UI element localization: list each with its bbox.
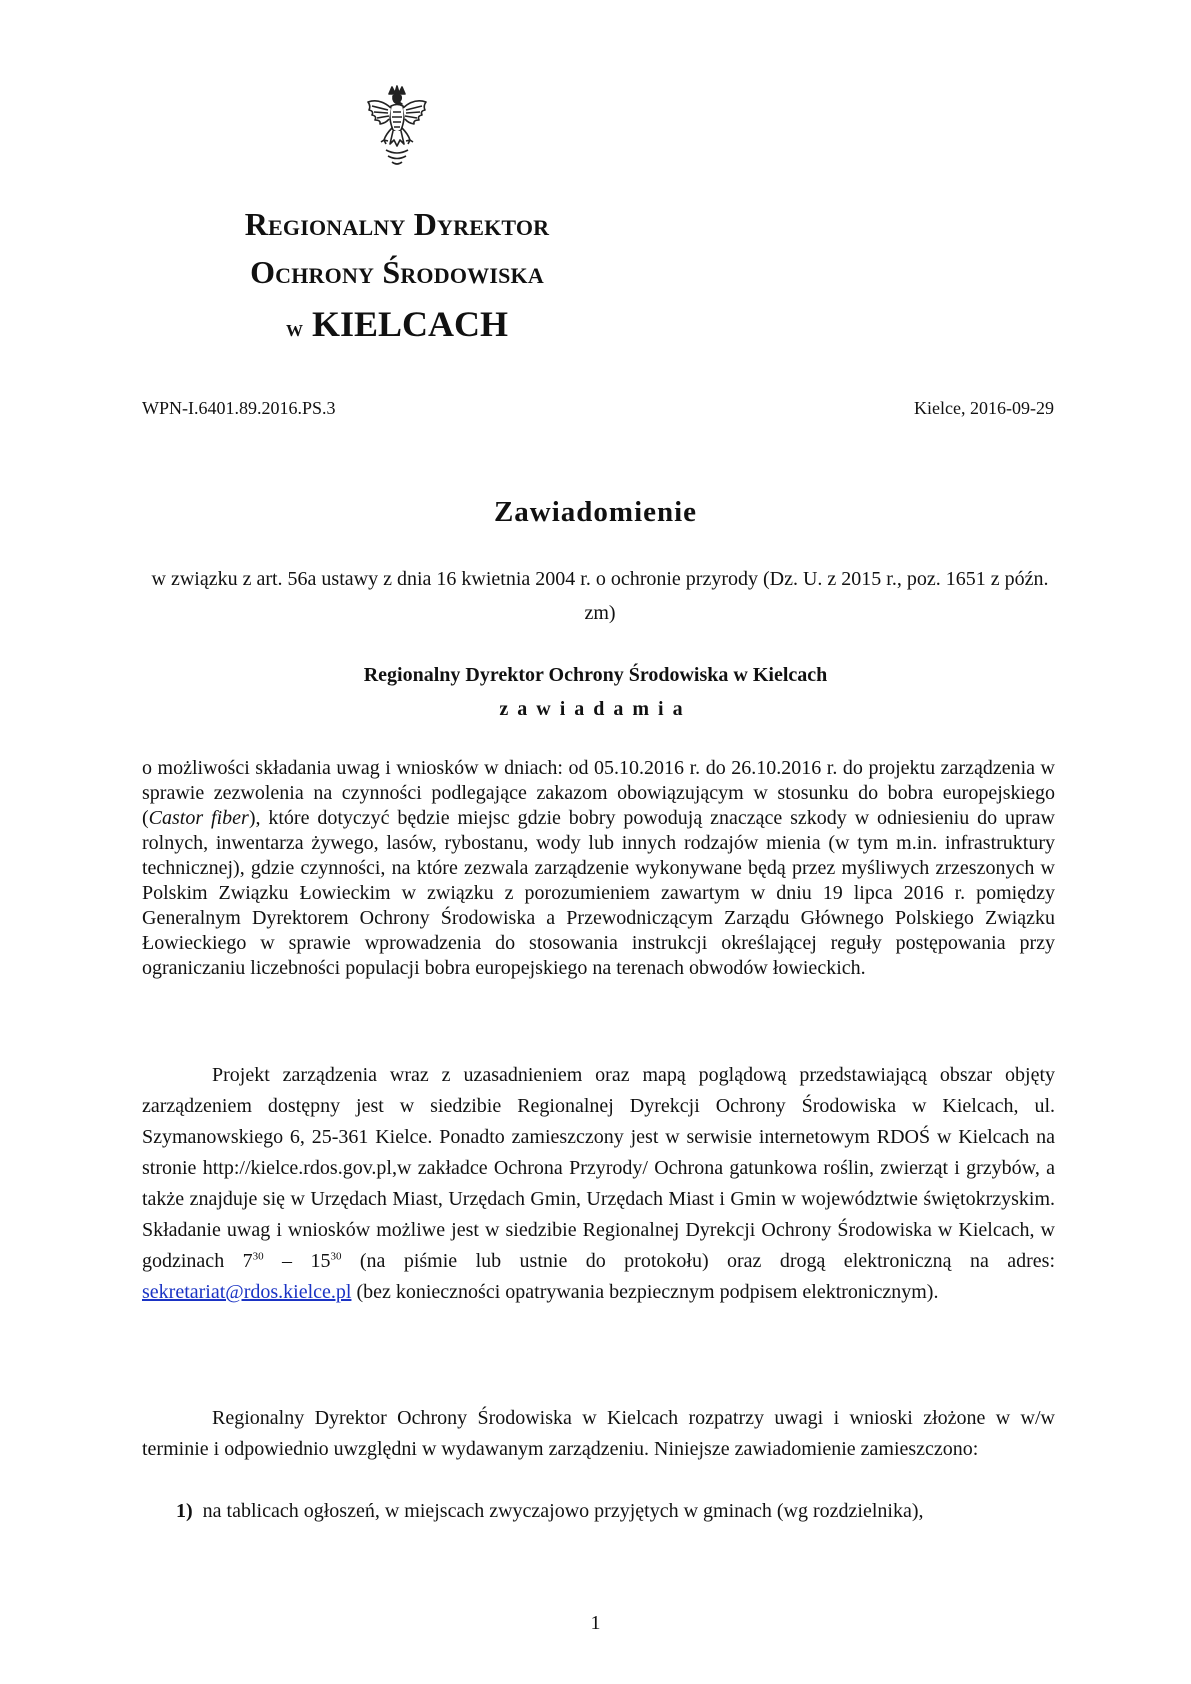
- paragraph-1-part2: ), które dotyczyć będzie miejsc gdzie bobry powodują znaczące szkody w odniesieniu do upraw rolnych, inwentarza żywego, lasów, rybostanu, wody lub innych rodzajów mienia (w tym m.in. infrastruktury technicznej), gdzie czynności, na które zezwala zarządzenie wykonywane będą przez myśliwych zrzeszonych w Polskim Związku Łowieckim w związku z porozumieniem zawartym w dniu 19 lipca 2016 r. pomiędzy Generalnym Dyrektorem Ochrony Środowiska a Przewodniczącym Zarządu Głównego Polskiego Związku Łowieckiego w sprawie wprowadzenia do stosowania instrukcji określającej reguły postępowania przy ograniczaniu liczebności populacji bobra europejskiego na terenach obwodów łowieckich.: [142, 807, 1055, 979]
- paragraph-1: [142, 756, 1055, 981]
- species-latin-name: Castor fiber: [148, 807, 249, 829]
- issuer-block: [0, 658, 1191, 726]
- email-link[interactable]: sekretariat@rdos.kielce.pl: [142, 1281, 352, 1303]
- page-number: 1: [590, 1612, 601, 1634]
- hour-start: 7: [242, 1250, 253, 1272]
- authority-line2: Ochrony Środowiska: [250, 254, 544, 290]
- hour-end: 15: [310, 1250, 331, 1272]
- document-title: Zawiadomienie: [493, 496, 698, 528]
- authority-heading: [150, 200, 644, 357]
- authority-line3: [150, 296, 644, 357]
- issuer-verb: zawiadamia: [499, 698, 692, 720]
- polish-eagle-emblem-icon: [362, 84, 432, 172]
- minutes-start: 30: [252, 1250, 264, 1263]
- legal-basis: w związku z art. 56a ustawy z dnia 16 kwietnia 2004 r. o ochronie przyrody (Dz. U. z 2015 r., poz. 1651 z późn. zm): [151, 568, 1049, 624]
- paragraph-2-part3: (bez konieczności opatrywania bezpiecznym podpisem elektronicznym).: [351, 1281, 939, 1303]
- authority-line3-prefix: w: [285, 316, 303, 342]
- hours-dash: –: [263, 1250, 311, 1272]
- distribution-list: [176, 1496, 1056, 1527]
- authority-city: KIELCACH: [311, 304, 509, 344]
- paragraph-1-part1: o możliwości składania uwag i wniosków w dniach: od 05.10.2016 r. do 26.10.2016 r. do projektu zarządzenia w sprawie zezwolenia na czynności podlegające zakazom obowiązującym w stosunku do bobra europejskiego (: [142, 757, 1055, 829]
- reference-number: WPN-I.6401.89.2016.PS.3: [142, 398, 336, 418]
- paragraph-3: Regionalny Dyrektor Ochrony Środowiska w Kielcach rozpatrzy uwagi i wnioski złożone w w/w terminie i odpowiednio uwzględni w wydawanym zarządzeniu. Niniejsze zawiadomienie zamieszczono:: [142, 1407, 1055, 1460]
- minutes-end: 30: [330, 1250, 342, 1263]
- authority-line1: Regionalny Dyrektor: [244, 206, 550, 242]
- paragraph-2: [142, 1060, 1055, 1308]
- document-date: Kielce, 2016-09-29: [914, 398, 1054, 418]
- paragraph-2-part2: (na piśmie lub ustnie do protokołu) oraz drogą elektroniczną na adres:: [341, 1250, 1055, 1272]
- paragraph-2-part1: Projekt zarządzenia wraz z uzasadnieniem oraz mapą poglądową przedstawiającą obszar objęty zarządzeniem dostępny jest w siedzibie Regionalnej Dyrekcji Ochrony Środowiska w Kielcach, ul. Szymanowskiego 6, 25-361 Kielce. Ponadto zamieszczony jest w serwisie internetowym RDOŚ w Kielcach na stronie http://kielce.rdos.gov.pl,w zakładce Ochrona Przyrody/ Ochrona gatunkowa roślin, zwierząt i grzybów, a także znajduje się w Urzędach Miast, Urzędach Gmin, Urzędach Miast i Gmin w województwie świętokrzyskim. Składanie uwag i wniosków możliwe jest w siedzibie Regionalnej Dyrekcji Ochrony Środowiska w Kielcach, w godzinach: [142, 1064, 1055, 1272]
- list-item-text: na tablicach ogłoszeń, w miejscach zwyczajowo przyjętych w gminach (wg rozdzielnika),: [202, 1500, 924, 1522]
- list-item: [176, 1496, 1056, 1527]
- list-item-number: 1): [176, 1500, 193, 1522]
- issuer-name: Regionalny Dyrektor Ochrony Środowiska w Kielcach: [363, 664, 828, 686]
